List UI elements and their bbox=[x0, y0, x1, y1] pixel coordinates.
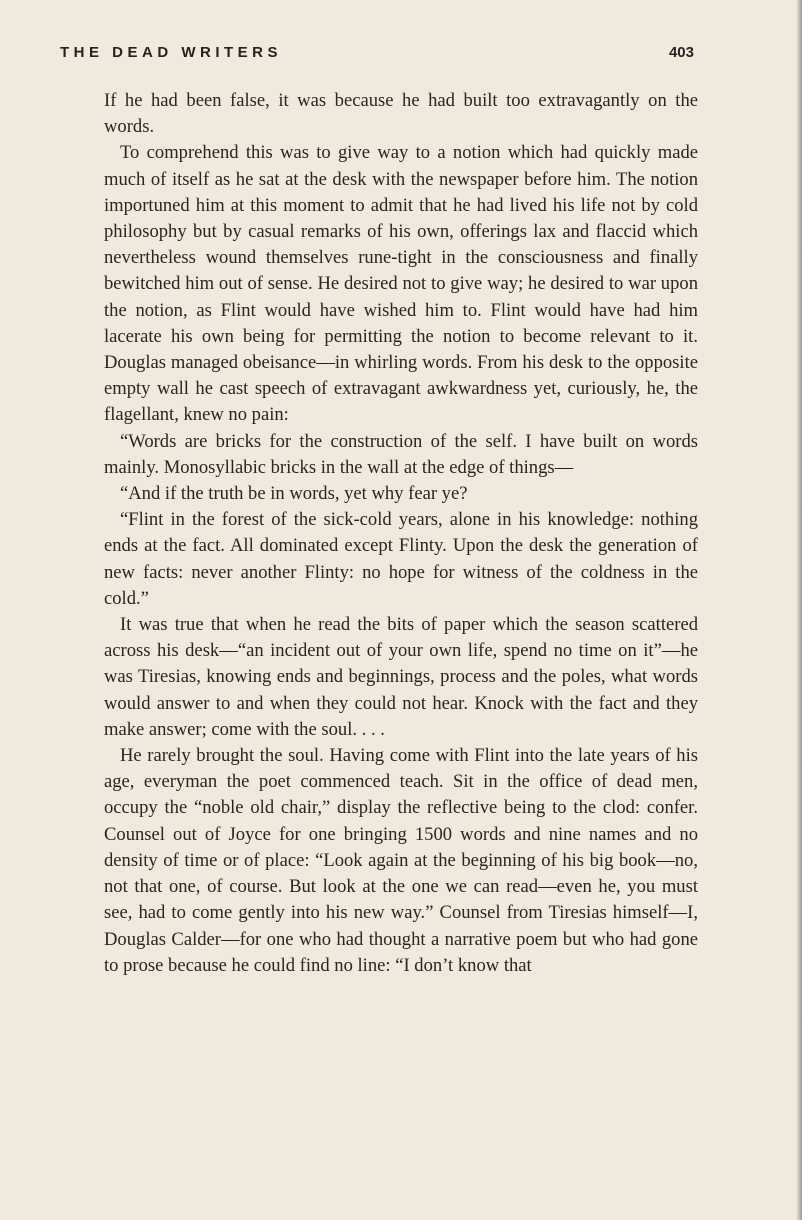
body-text bbox=[104, 88, 698, 979]
quoted-paragraph: “And if the truth be in words, yet why fear ye? bbox=[120, 483, 468, 505]
quoted-paragraph: “Words are bricks for the construction of the self. I have built on words mainly. Monosyllabic bricks in the wall at the edge of things— bbox=[104, 430, 698, 478]
paragraph: It was true that when he read the bits of paper which the season scattered across his desk—“an incident out of your own life, spend no time on it”—he was Tiresias, knowing ends and beginnings, process and the poles, what words would answer to and when they could not hear. Knock with the fact and they make answer; come with the soul. . . . bbox=[104, 614, 698, 740]
paragraph: He rarely brought the soul. Having come with Flint into the late years of his age, everyman the poet commenced teach. Sit in the office of dead men, occupy the “noble old chair,” display the reflective being to the clod: confer. Counsel out of Joyce for one bringing 1500 words and nine names and no density of time or of place: “Look again at the beginning of his big book—no, not that one, of course. But look at the one we can read—even he, you must see, had to come gently into his new way.” Counsel from Tiresias himself—I, Douglas Calder—for one who had thought a narrative poem but who had gone to prose because he could find no line: “I don’t know that bbox=[104, 745, 698, 976]
quoted-paragraph: “Flint in the forest of the sick-cold years, alone in his knowledge: nothing ends at the fact. All dominated except Flinty. Upon the desk the generation of new facts: never another Flinty: no hope for witness of the coldness in the cold.” bbox=[104, 509, 698, 609]
page-number: 403 bbox=[668, 44, 694, 61]
page-edge-shadow bbox=[796, 0, 802, 1220]
paragraph: To comprehend this was to give way to a notion which had quickly made much of itself as he sat at the desk with the newspaper before him. The notion importuned him at this moment to admit that he had lived his life not by cold philosophy but by casual remarks of his own, offerings lax and flaccid which nevertheless wound themselves rune-tight in the consciousness and finally bewitched him out of sense. He desired not to give way; he desired to war upon the notion, as Flint would have wished him to. Flint would have had him lacerate his own being for permitting the notion to become relevant to it. Douglas managed obeisance—in whirling words. From his desk to the opposite empty wall he cast speech of extravagant awkwardness yet, curiously, he, the flagellant, knew no pain: bbox=[104, 142, 698, 426]
paragraph: If he had been false, it was because he had built too extravagantly on the words. bbox=[104, 90, 698, 138]
running-head-title: THE DEAD WRITERS bbox=[60, 44, 282, 61]
running-head bbox=[60, 44, 694, 66]
